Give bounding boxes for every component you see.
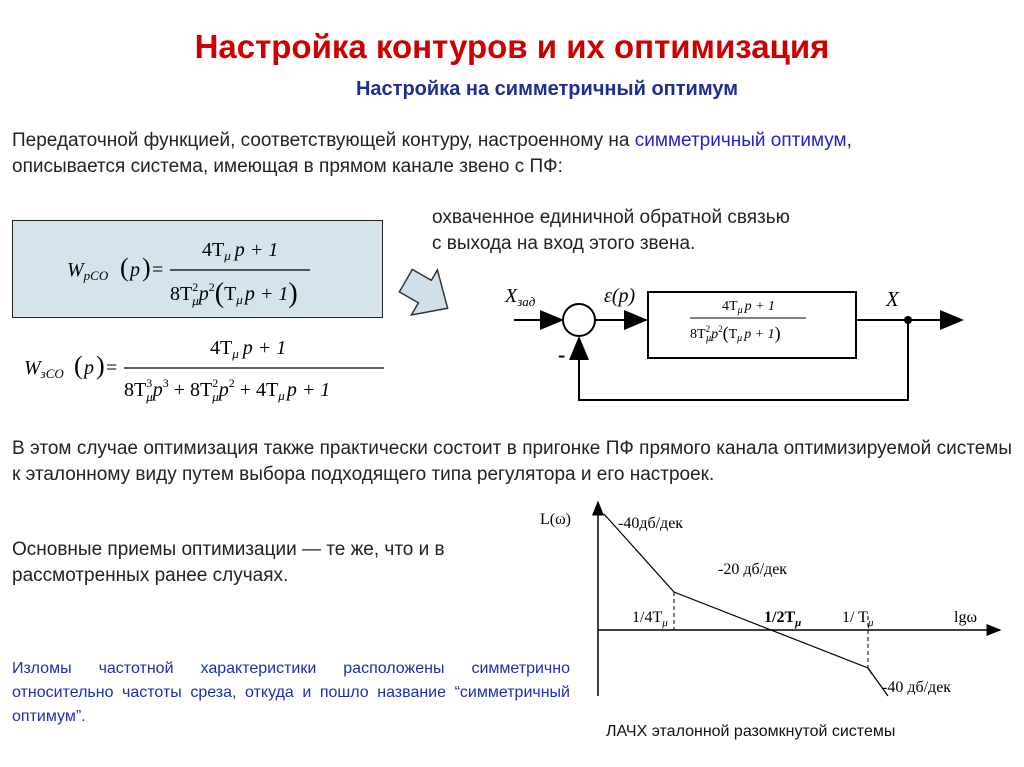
- svg-text:): ): [96, 351, 105, 380]
- methods-paragraph: Основные приемы оптимизации — те же, что и в рассмотренных ранее случаях.: [12, 539, 445, 586]
- slope-mid-label: -20 дб/дек: [718, 561, 788, 578]
- svg-text:4Tμp + 1: $4T_\mu$ p + 1: [202, 239, 279, 263]
- svg-text:(: (: [74, 351, 83, 380]
- svg-text:(: (: [120, 253, 129, 282]
- intro-highlight: симметричный оптимум: [634, 130, 847, 151]
- summing-junction: [563, 304, 595, 336]
- y-axis-label: L(ω): [540, 511, 571, 528]
- svg-text:4Tμp + 1: $4T_\mu$ p + 1: [210, 337, 287, 361]
- lachx-caption: ЛАЧХ эталонной разомкнутой системы: [606, 723, 896, 740]
- input-label: $X_{зад}$: [505, 285, 536, 309]
- slope-left-label: -40дб/дек: [618, 515, 684, 532]
- formula-arg: p: [130, 259, 140, 281]
- svg-text:p: p: [84, 357, 94, 379]
- error-label: ε(p): [604, 285, 636, 307]
- minus-sign: -: [558, 342, 566, 367]
- svg-text:): ): [142, 253, 151, 282]
- tick-label-1: $1/4T_\mu$: [632, 609, 668, 629]
- intro-text-start: Передаточной функцией, соответствующей контуру, настроенному на: [12, 130, 635, 151]
- feedback-line-1: охваченное единичной обратной связью: [432, 207, 790, 228]
- lachx-curve: [604, 514, 872, 674]
- slope-right-label: -40 дб/дек: [882, 679, 952, 696]
- optimization-paragraph: В этом случае оптимизация также практически состоит в пригонке ПФ прямого канала оптимизируемой системы к эталонному виду путем выбора подходящего типа регулятора и его настроек.: [12, 438, 1012, 485]
- block-diagram: [500, 280, 980, 410]
- formula-sub: зCO: [40, 366, 64, 381]
- breaks-caption: Изломы частотной характеристики расположены симметрично относительно частоты среза, откуда и пошло название “симметричный оптимум”.: [12, 660, 570, 725]
- svg-text:=: =: [152, 259, 164, 281]
- x-axis-label: lgω: [954, 609, 977, 626]
- feedback-text: [432, 205, 872, 257]
- svg-text:8T3μp3 + 8T2μp2 + 4Tμp + 1: $8T^3$ $\mu p^3 + 8T^2$ $\mu p^2 + 4T_\mu$ p + 1: [124, 376, 331, 404]
- svg-text:8T2μp2(Tμp + 1): $8T^2$ $\mu p^2(T_\mu$ p + 1): [170, 278, 298, 309]
- svg-text:4Tμp + 1: $4T_\mu$ p + 1: [722, 299, 776, 316]
- tick-label-3: 1/ $T_\mu$: [842, 609, 874, 629]
- output-label: X: [886, 287, 899, 311]
- intro-text-end: , описывается система, имеющая в прямом канале звено с ПФ:: [12, 130, 852, 177]
- svg-text:WpCO: [67, 259, 109, 283]
- slide-subtitle: Настройка на симметричный оптимум: [355, 78, 739, 100]
- open-loop-formula: [12, 220, 384, 318]
- svg-text:WзCO: [24, 357, 64, 381]
- formula-w: W: [24, 357, 41, 379]
- formula-w: W: [67, 259, 84, 281]
- intro-paragraph: [12, 128, 942, 180]
- formula-num: 4T: [202, 239, 225, 261]
- feedback-line-2: с выхода на вход этого звена.: [432, 233, 696, 254]
- tick-label-2: $1/2T_\mu$: [764, 609, 802, 629]
- formula-sub: pCO: [83, 268, 109, 283]
- lachx-chart: [520, 496, 1010, 716]
- svg-text:=: =: [106, 357, 118, 379]
- svg-text:8T2μp2(Tμp + 1): $8T^2$ $\mu p^2(T_\mu$ p + 1): [690, 323, 781, 344]
- closed-loop-formula: [12, 330, 392, 410]
- slide-title: Настройка контуров и их оптимизация: [194, 28, 830, 65]
- pointer-arrow-icon: [392, 262, 462, 324]
